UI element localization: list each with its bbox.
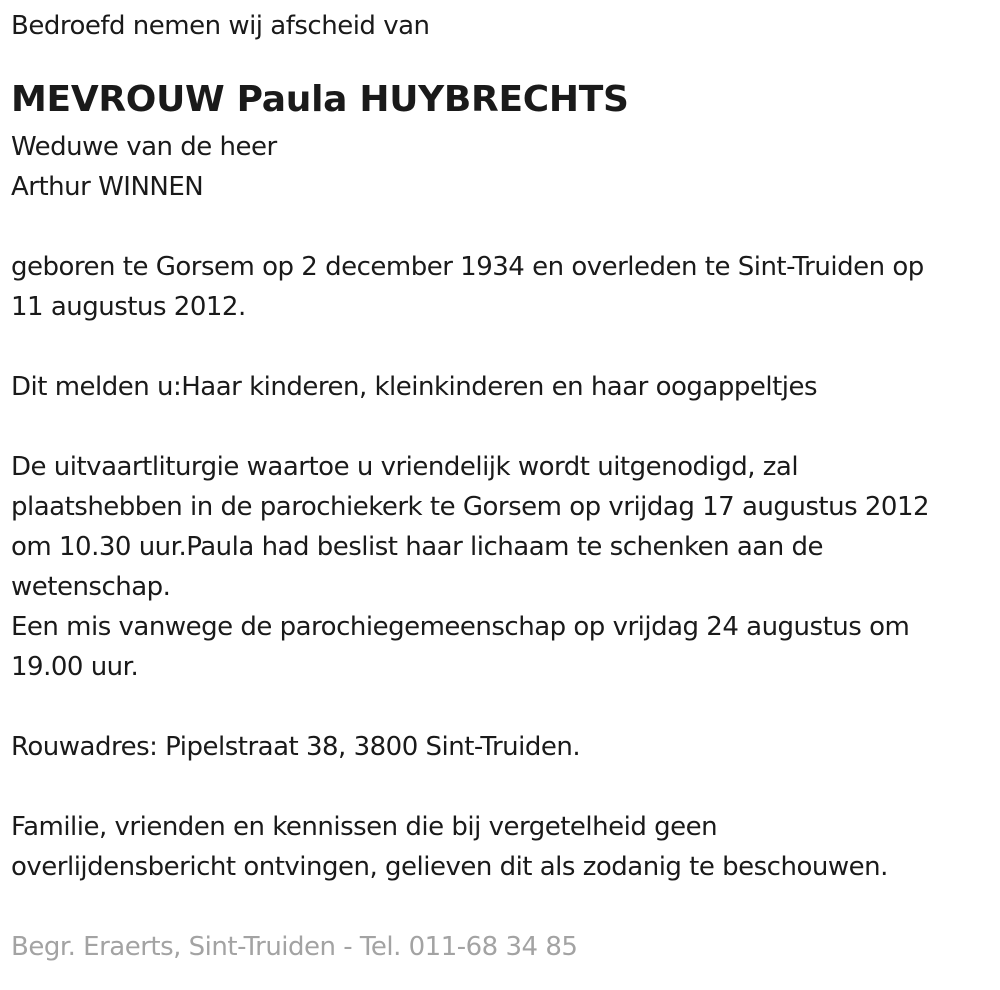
spacer — [11, 767, 996, 807]
spacer — [11, 887, 996, 927]
funeral-line: plaatshebben in de parochiekerk te Gorsem op vrijdag 17 augustus 2012 — [11, 492, 930, 522]
funeral-block — [11, 447, 996, 687]
deceased-name: MEVROUW Paula HUYBRECHTS — [11, 79, 629, 120]
funeral-line: Een mis vanwege de parochiegemeenschap op vrijdag 24 augustus om — [11, 612, 910, 642]
death-notice — [11, 6, 996, 967]
intro-text: Bedroefd nemen wij afscheid van — [11, 11, 430, 41]
spacer — [11, 407, 996, 447]
closing-line: Familie, vrienden en kennissen die bij vergetelheid geen — [11, 812, 718, 842]
birth-death-block — [11, 247, 996, 327]
announced-by: Dit melden u:Haar kinderen, kleinkinderen en haar oogappeltjes — [11, 372, 818, 402]
spouse-block — [11, 127, 996, 207]
spacer — [11, 207, 996, 247]
birth-death-line: 11 augustus 2012. — [11, 292, 246, 322]
spacer — [11, 327, 996, 367]
funeral-line: wetenschap. — [11, 572, 171, 602]
spouse-name: Arthur WINNEN — [11, 172, 204, 202]
mourning-address: Rouwadres: Pipelstraat 38, 3800 Sint-Truiden. — [11, 732, 581, 762]
spacer — [11, 687, 996, 727]
funeral-line: De uitvaartliturgie waartoe u vriendelijk wordt uitgenodigd, zal — [11, 452, 799, 482]
birth-death-line: geboren te Gorsem op 2 december 1934 en overleden te Sint-Truiden op — [11, 252, 924, 282]
spouse-line: Weduwe van de heer — [11, 132, 277, 162]
closing-line: overlijdensbericht ontvingen, gelieven dit als zodanig te beschouwen. — [11, 852, 888, 882]
funeral-home-footer: Begr. Eraerts, Sint-Truiden - Tel. 011-68 34 85 — [11, 932, 578, 962]
closing-block — [11, 807, 996, 887]
funeral-line: 19.00 uur. — [11, 652, 139, 682]
funeral-line: om 10.30 uur.Paula had beslist haar lichaam te schenken aan de — [11, 532, 823, 562]
